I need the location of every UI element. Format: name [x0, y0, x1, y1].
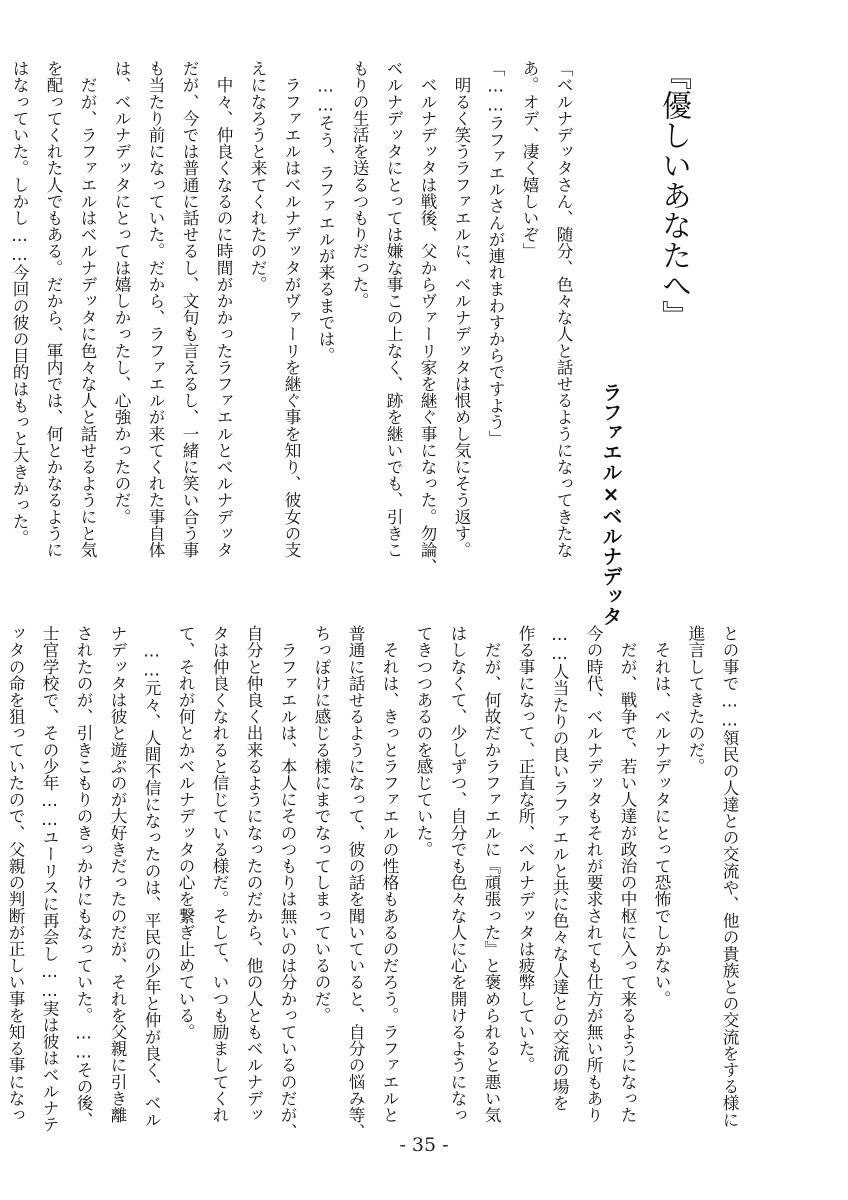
- text-column: だが、今では普通に話せるし、文句も言えるし、一緒に笑い合う事: [180, 60, 199, 558]
- text-column: 「……ラファエルさんが連れまわすからですよう」: [486, 60, 505, 447]
- text-column: だが、ラファエルはベルナデッタに色々な人と話せるようにと気: [78, 60, 97, 558]
- text-column: もりの生活を送るつもりだった。: [350, 60, 369, 309]
- story-title: 『優しいあなたへ』: [656, 60, 691, 330]
- text-column: ラファエルはベルナデッタがヴァーリを継ぐ事を知り、彼女の支: [282, 60, 301, 558]
- text-column: 作る事になって、正直な所、ベルナデッタは疲弊していた。: [516, 625, 535, 1074]
- text-column: との事で……領民の人達との交流や、他の貴族との交流をする様に: [720, 625, 739, 1128]
- text-column: だが、何故だかラファエルに『頑張った』と褒められると悪い気: [482, 625, 501, 1123]
- author-line: ラファエル×ベルナデッタ: [599, 382, 623, 626]
- text-column: ラファエルは、本人にそのつもりは無いのは分かっているのだが、: [278, 625, 297, 1140]
- text-column: ッタの命を狙っていたので、父親の判断が正しい事を知る事になっ: [6, 625, 25, 1123]
- text-column: はなっていた。しかし……今回の彼の目的はもっと大きかった。: [10, 60, 29, 547]
- text-column: それは、きっとラファエルの性格もあるのだろう。ラファエルと: [380, 625, 399, 1123]
- bottom-tier: [0, 625, 848, 1140]
- text-column: ベルナデッタは戦後、父からヴァーリ家を継ぐ事になった。勿論、: [418, 60, 437, 575]
- text-column: ナデッタは彼と遊ぶのが大好きだったのだが、それを父親に引き離: [108, 625, 127, 1123]
- top-tier: [0, 60, 848, 626]
- text-column: ……人当たりの良いラファエルと共に色々な人達との交流の場を: [550, 625, 569, 1112]
- text-column: あ。オデ、凄く嬉しいぞ」: [520, 60, 539, 260]
- text-column: だが、戦争で、若い人達が政治の中枢に入って来るようになった: [618, 625, 637, 1123]
- text-column: 中々、仲良くなるのに時間がかかったラファエルとベルナデッタ: [214, 60, 233, 558]
- page-number: - 35 -: [399, 1134, 449, 1156]
- text-column: それは、ベルナデッタにとって恐怖でしかない。: [652, 625, 671, 1007]
- text-column: えになろうと来てくれたのだ。: [248, 60, 267, 293]
- text-column: タは仲良くなれると信じている様だ。そして、いつも励ましてくれ: [210, 625, 229, 1123]
- text-column: ベルナデッタにとっては嫌な事この上なく、跡を継いでも、引きこ: [384, 60, 403, 558]
- text-column: も当たり前になっていた。だから、ラファエルが来てくれた事自体: [146, 60, 165, 558]
- text-column: 普通に話せるようになって、彼の話を聞いていると、自分の悩み等、: [346, 625, 365, 1140]
- text-column: を配ってくれた人でもある。だから、軍内では、何とかなるように: [44, 60, 63, 558]
- text-column: 「ベルナデッタさん、随分、色々な人と話せるようになってきたな: [554, 60, 573, 558]
- text-column: ……元々、人間不信になったのは、平民の少年と仲が良く、ベル: [142, 625, 161, 1128]
- text-column: されたのが、引きこもりのきっかけにもなっていた。……その後、: [74, 625, 93, 1128]
- text-column: 今の時代、ベルナデッタもそれが要求されても仕方が無い所もあり: [584, 625, 603, 1123]
- text-column: て、それが何とかベルナデッタの心を繋ぎ止めている。: [176, 625, 195, 1040]
- text-column: 明るく笑うラファエルに、ベルナデッタは恨めし気にそう返す。: [452, 60, 471, 558]
- text-column: 士官学校で、その少年……ユーリスに再会し……実は彼はベルナテ: [40, 625, 59, 1133]
- text-column: ……そう、ラファエルが来るまでは。: [316, 60, 335, 364]
- text-column: 進言してきたのだ。: [686, 625, 705, 775]
- text-column: ちっぽけに感じる様にまでなってしまっているのだ。: [312, 625, 331, 1024]
- text-column: 自分と仲良く出来るようになったのだから、他の人ともベルナデッ: [244, 625, 263, 1123]
- text-column: はしなくて、少しずつ、自分でも色々な人に心を開けるようになっ: [448, 625, 467, 1123]
- text-column: てきつつあるのを感じていた。: [414, 625, 433, 858]
- text-column: は、ベルナデッタにとっては嬉しかったし、心強かったのだ。: [112, 60, 131, 525]
